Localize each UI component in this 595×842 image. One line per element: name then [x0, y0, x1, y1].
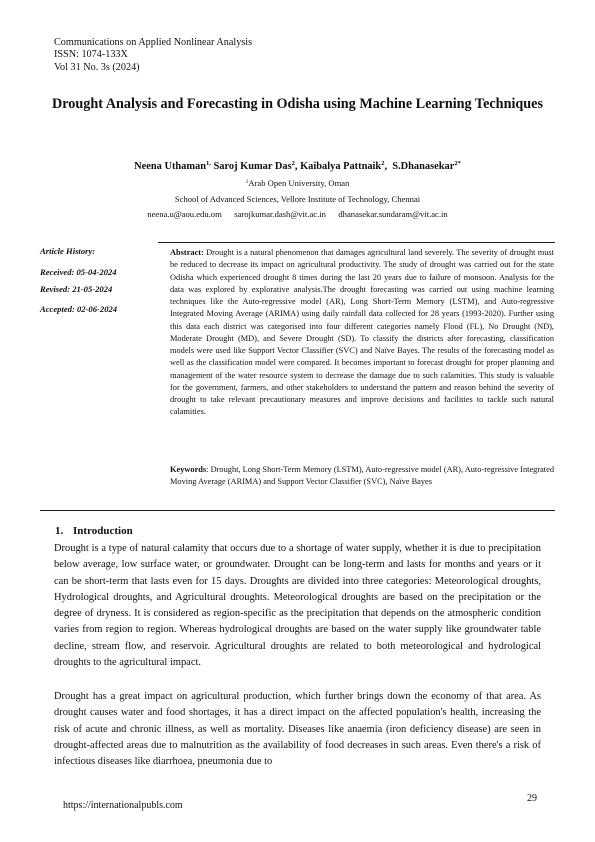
paper-title: Drought Analysis and Forecasting in Odisha using Machine Learning Techniques [51, 96, 544, 112]
author-list: Neena Uthaman$^{1,}$ Saroj Kumar Das$^2$, Kaibalya Pattnaik$^2$, S.Dhanasekar$^{2*}$ [134, 160, 461, 172]
abstract-label: Abstract: [170, 248, 204, 257]
author-affiliation-mark: 2* [454, 160, 461, 167]
page-number: 29 [527, 793, 537, 804]
journal-issn: ISSN: 1074-133X [54, 49, 128, 61]
abstract [170, 247, 554, 419]
section-title: Introduction [73, 525, 133, 537]
section-heading [55, 525, 133, 537]
abstract-top-rule [158, 242, 555, 243]
abstract-text: Drought is a natural phenomenon that damages agricultural land severely. The severity of drought must be reduced to decrease its impact on agricultural productivity. The study of drought was carried out for the state Odisha which experienced drought 8 times during the last 20 years due to failure of monsoon. Analysis for the data was explored by explorative analysis.The drought forecasting was carried out using machine learning techniques like the Auto-regressive model (AR), Long Short-Term Memory (LSTM), and Auto-regressive Integrated Moving Average (ARIMA) using daily rainfall data collected for 28 years (1993-2020). Further using this data each district was categorised into four different categories namely Flood (FL), No Drought (ND), Moderate Drought (MD), and Severe Drought (SD). To classify the districts after forecasting, classification models were used like Support Vector Classifier (SVC) and Naïve Bayes. The results of the forecasting model as well as the classification model were compared. It becomes important to forecast drought for proper planning and management of the water resource system to decrease the damage due to such calamities. This study is valuable for the government, farmers, and other stakeholders to understand the pattern and reason behind the severity of drought to take relevant precautionary measures and improve decisions and facilities to tackle such natural calamities. [170, 248, 554, 417]
journal-name: Communications on Applied Nonlinear Analysis [54, 37, 253, 48]
revised-date: Revised: 21-05-2024 [40, 284, 113, 294]
section-number: 1. [55, 525, 64, 537]
author-affiliation-mark: 2 [381, 160, 385, 167]
affiliation-1 [40, 178, 555, 188]
affiliation-mark: 1 [245, 179, 249, 185]
journal-volume: Vol 31 No. 3s (2024) [54, 61, 140, 73]
email-link[interactable]: dhanasekar.sundaram@vit.ac.in [338, 209, 448, 219]
email-link[interactable]: neena.u@aou.edu.om [147, 209, 222, 219]
author-affiliation-mark: 2 [291, 160, 295, 167]
keywords [170, 464, 554, 489]
abstract-bottom-rule [40, 510, 555, 511]
journal-header [54, 37, 252, 74]
body-paragraph: Drought is a type of natural calamity that occurs due to a shortage of water supply, whether it is due to precipitation below average, low surface water, or groundwater. Drought can be long-term and lasts for months and years or it can be short-term that lasts even for 15 days. Droughts are divided into three categories: Meteorological droughts, Hydrological droughts, and Agricultural droughts. Meteorological droughts are based on the precipitation or the degree of dryness. It is considered as region-specific as the precipitation that depends on the atmospheric condition varies from region to region. Whereas hydrological droughts are based on the water supply like groundwater table decline, stream flow, and reservoir. Agricultural droughts are related to both meteorological and hydrological droughts to the agricultural impact. [54, 543, 541, 669]
affiliation-text: Arab Open University, Oman [248, 178, 350, 188]
footer-url-link[interactable]: https://internationalpubls.com [63, 800, 183, 811]
author-name: Saroj Kumar Das [213, 161, 292, 172]
author-emails [40, 209, 555, 219]
author-name: S.Dhanasekar [392, 161, 455, 172]
accepted-date: Accepted: 02-06-2024 [40, 304, 118, 314]
received-date: Received: 05-04-2024 [40, 267, 117, 277]
keywords-label: Keywords [170, 465, 207, 474]
affiliation-2: School of Advanced Sciences, Vellore Institute of Technology, Chennai [174, 194, 421, 204]
body-paragraph: Drought has a great impact on agricultural production, which further brings down the economy of that area. As drought causes water and food shortages, it has a direct impact on the affected population's health, increasing the risk of acute and chronic illness, as well as mortality. Diseases like anaemia (iron deficiency disease) are seen in drought-affected areas due to malnutrition as the availability of food decreases in such areas. Even there's a risk of infectious diseases like diarrhoea, pneumonia due to [54, 691, 541, 768]
email-link[interactable]: sarojkumar.dash@vit.ac.in [234, 209, 326, 219]
author-name: Kaibalya Pattnaik [300, 161, 382, 172]
keywords-text: : Drought, Long Short-Term Memory (LSTM), Auto-regressive model (AR), Auto-regressive Integrated Moving Average (ARIMA) and Support Vector Classifier (SVC), Naïve Bayes [170, 465, 554, 487]
author-affiliation-mark: 1, [206, 160, 211, 167]
author-name: Neena Uthaman [134, 161, 207, 172]
article-history-heading: Article History: [40, 246, 96, 256]
